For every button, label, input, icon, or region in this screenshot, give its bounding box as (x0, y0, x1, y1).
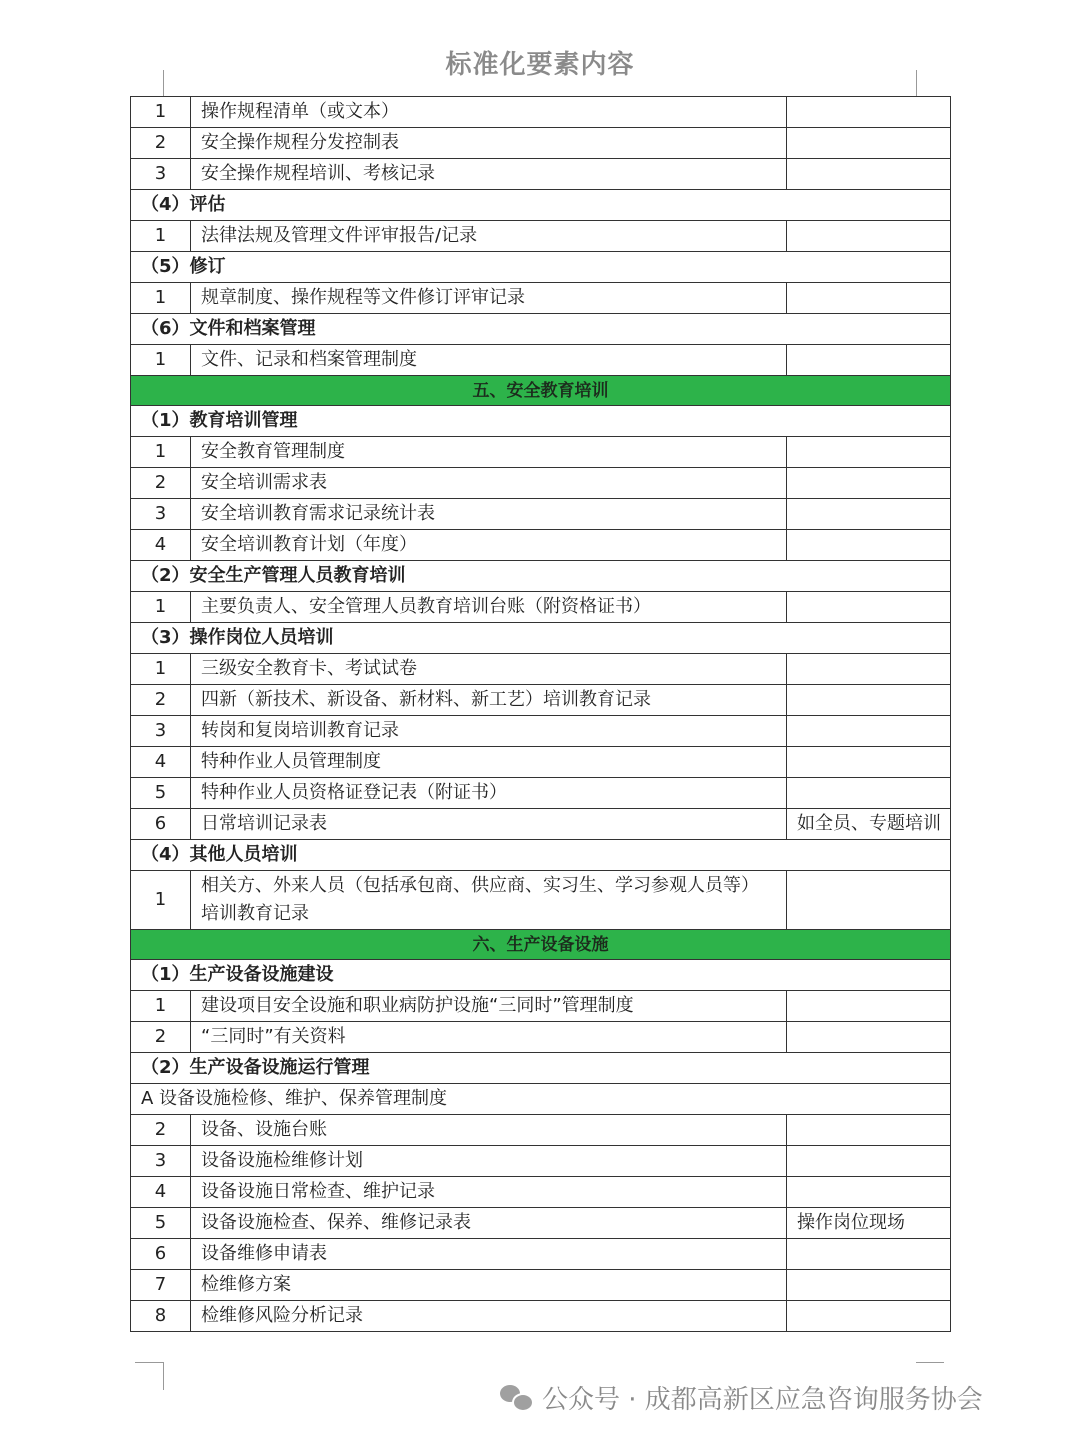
table-row (131, 654, 951, 685)
table-row (131, 778, 951, 809)
item-note (787, 97, 951, 128)
section-header: 五、安全教育培训 (131, 376, 951, 406)
item-number: 4 (131, 747, 191, 778)
item-note (787, 871, 951, 930)
item-note (787, 437, 951, 468)
item-text: “三同时”有关资料 (191, 1022, 787, 1053)
subsection-row (131, 406, 951, 437)
item-text: 安全操作规程分发控制表 (191, 128, 787, 159)
item-note (787, 1115, 951, 1146)
item-note (787, 345, 951, 376)
subsection-row (131, 190, 951, 221)
item-text: 文件、记录和档案管理制度 (191, 345, 787, 376)
item-note (787, 991, 951, 1022)
item-text: 日常培训记录表 (191, 809, 787, 840)
item-note (787, 283, 951, 314)
item-note: 如全员、专题培训 (787, 809, 951, 840)
subsection-row (131, 561, 951, 592)
item-number: 3 (131, 159, 191, 190)
item-number: 3 (131, 1146, 191, 1177)
table-row (131, 128, 951, 159)
table-row (131, 1115, 951, 1146)
item-number: 4 (131, 1177, 191, 1208)
table-row (131, 530, 951, 561)
item-note (787, 1022, 951, 1053)
section-header: 六、生产设备设施 (131, 930, 951, 960)
subsection-title: （3）操作岗位人员培训 (131, 623, 951, 654)
item-number: 5 (131, 1208, 191, 1239)
subsection-title: （6）文件和档案管理 (131, 314, 951, 345)
item-number: 3 (131, 499, 191, 530)
table-row (131, 1177, 951, 1208)
footer-text: 公众号 · 成都高新区应急咨询服务协会 (542, 1384, 983, 1415)
table-row (131, 1239, 951, 1270)
table-row (131, 685, 951, 716)
table-row (131, 345, 951, 376)
subsection-title: （1）教育培训管理 (131, 406, 951, 437)
table-row (131, 437, 951, 468)
item-note (787, 221, 951, 252)
item-text: 设备维修申请表 (191, 1239, 787, 1270)
item-number: 7 (131, 1270, 191, 1301)
table-row (131, 468, 951, 499)
item-number: 2 (131, 128, 191, 159)
item-number: 3 (131, 716, 191, 747)
subsection-title: （4）其他人员培训 (131, 840, 951, 871)
item-text: 特种作业人员资格证登记表（附证书） (191, 778, 787, 809)
subsection-title: （5）修订 (131, 252, 951, 283)
footer-watermark (500, 1377, 983, 1417)
plain-row (131, 1084, 951, 1115)
item-text: 设备设施日常检查、维护记录 (191, 1177, 787, 1208)
subsection-row (131, 314, 951, 345)
item-text: 三级安全教育卡、考试试卷 (191, 654, 787, 685)
item-number: 1 (131, 592, 191, 623)
item-text: 法律法规及管理文件评审报告/记录 (191, 221, 787, 252)
item-number: 1 (131, 437, 191, 468)
item-number: 1 (131, 221, 191, 252)
table-row (131, 221, 951, 252)
table-row (131, 283, 951, 314)
crop-mark (916, 70, 917, 96)
item-number: 2 (131, 468, 191, 499)
item-number: 1 (131, 991, 191, 1022)
crop-mark (135, 1362, 163, 1363)
item-note (787, 716, 951, 747)
item-text: 安全培训教育计划（年度） (191, 530, 787, 561)
item-number: 1 (131, 871, 191, 930)
item-text: 建设项目安全设施和职业病防护设施“三同时”管理制度 (191, 991, 787, 1022)
item-note (787, 1270, 951, 1301)
wechat-icon (500, 1383, 532, 1411)
item-number: 6 (131, 809, 191, 840)
item-number: 1 (131, 283, 191, 314)
table-row (131, 716, 951, 747)
item-note (787, 747, 951, 778)
item-note: 操作岗位现场 (787, 1208, 951, 1239)
item-number: 2 (131, 1022, 191, 1053)
table-row (131, 871, 951, 930)
item-text: 安全操作规程培训、考核记录 (191, 159, 787, 190)
item-note (787, 1301, 951, 1332)
table-row (131, 1208, 951, 1239)
item-note (787, 1239, 951, 1270)
table-row (131, 1146, 951, 1177)
item-note (787, 1177, 951, 1208)
item-note (787, 128, 951, 159)
item-note (787, 159, 951, 190)
item-note (787, 530, 951, 561)
item-text: 规章制度、操作规程等文件修订评审记录 (191, 283, 787, 314)
item-text: 安全培训教育需求记录统计表 (191, 499, 787, 530)
item-note (787, 592, 951, 623)
item-text: 特种作业人员管理制度 (191, 747, 787, 778)
item-number: 1 (131, 97, 191, 128)
item-text: 四新（新技术、新设备、新材料、新工艺）培训教育记录 (191, 685, 787, 716)
item-text: 检维修风险分析记录 (191, 1301, 787, 1332)
section-header-row (131, 376, 951, 406)
section-header-row (131, 930, 951, 960)
item-number: 2 (131, 1115, 191, 1146)
item-text: 设备、设施台账 (191, 1115, 787, 1146)
item-number: 2 (131, 685, 191, 716)
item-number: 8 (131, 1301, 191, 1332)
crop-mark (163, 1362, 164, 1390)
subsection-row (131, 252, 951, 283)
item-text: 操作规程清单（或文本） (191, 97, 787, 128)
item-note (787, 778, 951, 809)
item-note (787, 654, 951, 685)
page-title: 标准化要素内容 (445, 50, 635, 80)
item-number: 1 (131, 654, 191, 685)
item-number: 4 (131, 530, 191, 561)
table-row (131, 809, 951, 840)
item-note (787, 1146, 951, 1177)
table-row (131, 1022, 951, 1053)
plain-item-text: A 设备设施检修、维护、保养管理制度 (131, 1084, 951, 1115)
subsection-row (131, 623, 951, 654)
item-note (787, 685, 951, 716)
item-text: 安全教育管理制度 (191, 437, 787, 468)
crop-mark (916, 1362, 944, 1363)
subsection-row (131, 960, 951, 991)
item-text: 转岗和复岗培训教育记录 (191, 716, 787, 747)
item-number: 5 (131, 778, 191, 809)
table-row (131, 1270, 951, 1301)
item-text: 安全培训需求表 (191, 468, 787, 499)
item-text: 主要负责人、安全管理人员教育培训台账（附资格证书） (191, 592, 787, 623)
table-row (131, 159, 951, 190)
table-row (131, 97, 951, 128)
table-row (131, 499, 951, 530)
subsection-title: （4）评估 (131, 190, 951, 221)
table-row (131, 1301, 951, 1332)
subsection-title: （2）安全生产管理人员教育培训 (131, 561, 951, 592)
item-number: 6 (131, 1239, 191, 1270)
item-text: 设备设施检查、保养、维修记录表 (191, 1208, 787, 1239)
item-note (787, 499, 951, 530)
subsection-title: （2）生产设备设施运行管理 (131, 1053, 951, 1084)
table-row (131, 592, 951, 623)
item-text: 相关方、外来人员（包括承包商、供应商、实习生、学习参观人员等）培训教育记录 (191, 871, 787, 930)
subsection-row (131, 840, 951, 871)
item-note (787, 468, 951, 499)
crop-mark (163, 70, 164, 96)
table-row (131, 991, 951, 1022)
subsection-title: （1）生产设备设施建设 (131, 960, 951, 991)
standardization-table (130, 96, 951, 1332)
item-text: 设备设施检维修计划 (191, 1146, 787, 1177)
table-row (131, 747, 951, 778)
item-number: 1 (131, 345, 191, 376)
subsection-row (131, 1053, 951, 1084)
item-text: 检维修方案 (191, 1270, 787, 1301)
